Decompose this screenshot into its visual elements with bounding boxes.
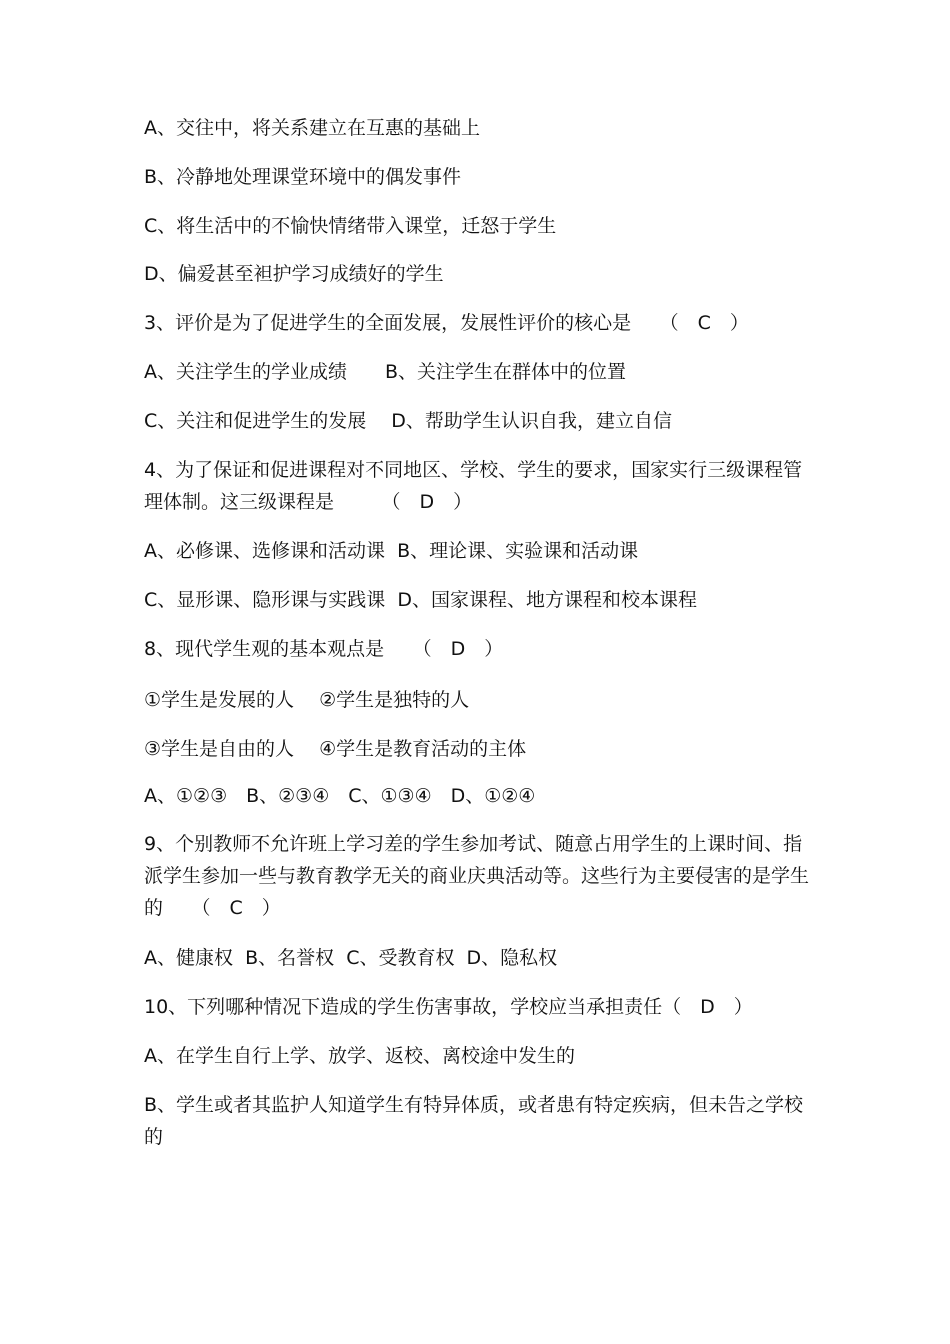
option-d-line: D、偏爱甚至袒护学习成绩好的学生 [144,263,444,285]
question-9: 9、个别教师不允许班上学习差的学生参加考试、随意占用学生的上课时间、指派学生参加一些与教育教学无关的商业庆典活动等。这些行为主要侵害的是学生的 （ C ） [144,833,810,919]
question-4: 4、为了保证和促进课程对不同地区、学校、学生的要求，国家实行三级课程管理体制。这三级课程是 （ D ） [144,459,803,513]
question-10-option-a: A、在学生自行上学、放学、返校、离校途中发生的 [144,1045,575,1067]
question-8: 8、现代学生观的基本观点是 （ D ） [144,638,504,660]
question-9-options: A、健康权 B、名誉权 C、受教育权 D、隐私权 [144,947,558,969]
question-3-options-ab: A、关注学生的学业成绩 B、关注学生在群体中的位置 [144,361,627,383]
question-10: 10、下列哪种情况下造成的学生伤害事故，学校应当承担责任（ D ） [144,996,753,1018]
question-4-options-ab: A、必修课、选修课和活动课 B、理论课、实验课和活动课 [144,540,639,562]
question-4-options-cd: C、显形课、隐形课与实践课 D、国家课程、地方课程和校本课程 [144,589,697,611]
question-8-statements-34: ③学生是自由的人 ④学生是教育活动的主体 [144,738,527,760]
option-b-line: B、冷静地处理课堂环境中的偶发事件 [144,166,462,188]
option-c-line: C、将生活中的不愉快情绪带入课堂，迁怒于学生 [144,215,557,237]
question-8-statements-12: ①学生是发展的人 ②学生是独特的人 [144,689,470,711]
question-8-options: A、①②③ B、②③④ C、①③④ D、①②④ [144,785,536,807]
option-a-line: A、交往中，将关系建立在互惠的基础上 [144,117,480,139]
question-3-options-cd: C、关注和促进学生的发展 D、帮助学生认识自我，建立自信 [144,410,672,432]
question-10-option-b: B、学生或者其监护人知道学生有特异体质，或者患有特定疾病，但未告之学校的 [144,1094,804,1148]
question-3: 3、评价是为了促进学生的全面发展，发展性评价的核心是 （ C ） [144,312,749,334]
